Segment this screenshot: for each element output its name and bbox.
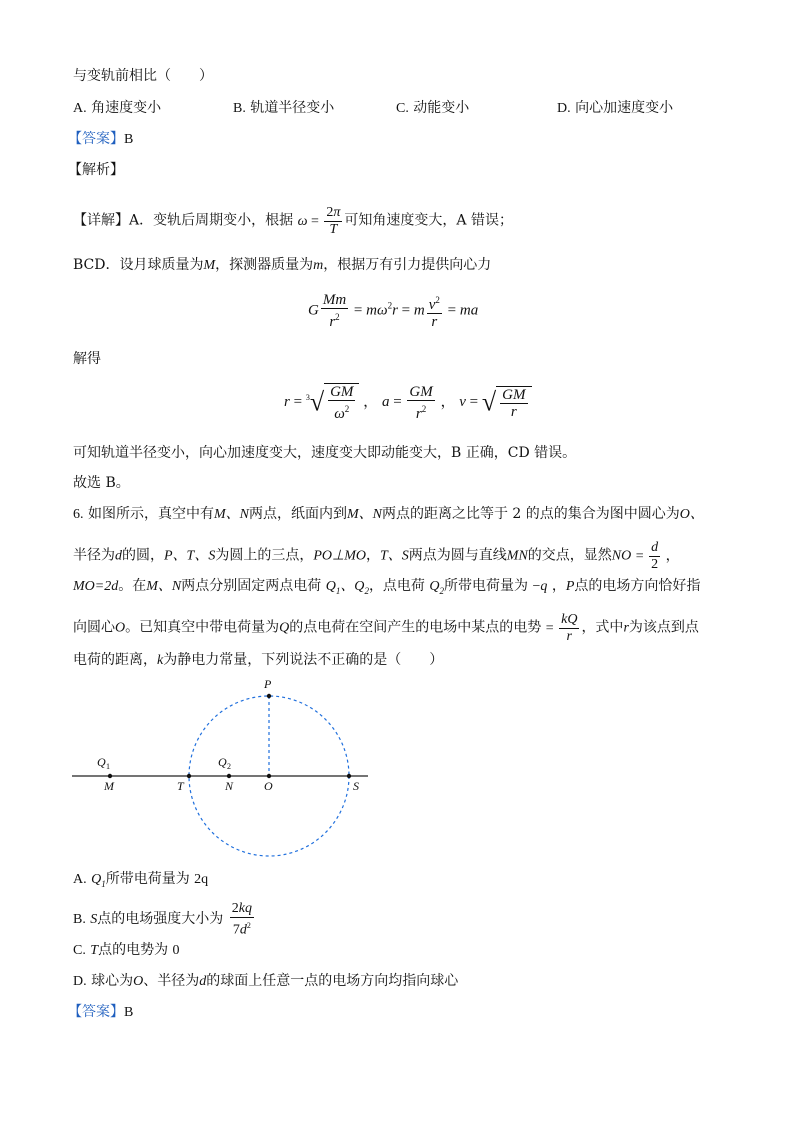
option-text: 的球面上任意一点的电场方向均指向球心 — [206, 973, 459, 989]
bcd-text: ，探测器质量为 — [215, 257, 314, 273]
q6-text: 的交点，显然 — [527, 547, 612, 564]
gravity-equation: G $\frac{Mm}{r^2}$ = $m\omega^2r = m$ $\frac{v^2}{r}$ = ma — [308, 292, 479, 330]
label-t: T — [177, 779, 184, 793]
q6-text: ，式中 — [581, 619, 624, 636]
var-M: M — [203, 258, 216, 273]
option-letter: A. — [73, 101, 87, 116]
answer-value: B — [124, 132, 134, 147]
q5-bcd — [73, 255, 491, 276]
q6-var: Q — [279, 620, 290, 636]
q6-option-b[interactable] — [73, 901, 256, 939]
option-d-var-o: O — [133, 974, 144, 989]
var-m: m — [313, 258, 324, 273]
answer-value: B — [124, 1005, 134, 1020]
question-number: 6. — [73, 507, 84, 522]
option-d-var-d: d — [199, 974, 207, 989]
q5-option-b[interactable] — [233, 98, 334, 119]
point-m — [108, 774, 112, 778]
bcd-text: ，根据万有引力提供向心力 — [323, 257, 492, 273]
q6-text: 两点分别固定两点电荷 — [181, 578, 322, 594]
option-value: 0 — [172, 943, 180, 958]
label-q2: Q — [218, 755, 227, 769]
solution-equation: r = $^3$√ $\frac{GM}{\omega^2}$ ， a = $\frac{GM}{r^2}$ ， v = √ $\frac{GM}{r}$ — [284, 383, 532, 422]
label-q1-sub: 1 — [106, 762, 110, 771]
option-value: 2q — [194, 872, 209, 887]
q6-line5 — [73, 650, 443, 671]
q6-text: 所带电荷量为 — [444, 578, 529, 594]
option-letter: B. — [233, 101, 246, 116]
omega-formula: ω = $\frac{2\pi}{T}$ — [297, 205, 341, 237]
label-s: S — [353, 779, 359, 793]
point-o — [267, 774, 271, 778]
q6-var: d — [115, 548, 122, 564]
charge-q2: $Q_2$ — [429, 579, 445, 596]
q6-var: O — [115, 620, 126, 636]
answer-label: 【答案】 — [68, 131, 124, 147]
option-a-var: $Q_1$ — [91, 872, 106, 889]
q6-text: 为该点到点 — [628, 619, 699, 636]
bcd-text: BCD．设月球质量为 — [73, 257, 204, 273]
detail-text: 可知角速度变大，A 错误； — [344, 212, 513, 229]
q5-answer — [68, 129, 133, 150]
q5-solve-label: 解得 — [73, 351, 101, 367]
q6-text: 的圆， — [122, 547, 164, 564]
q6-text: 向圆心 — [73, 619, 115, 636]
q6-var: P — [565, 579, 575, 594]
option-letter: B. — [73, 912, 86, 928]
q6-var: r — [623, 620, 629, 636]
q5-choice: 故选 B。 — [73, 475, 130, 491]
option-letter: C. — [396, 101, 409, 116]
point-s — [347, 774, 351, 778]
q6-text: 半径为 — [73, 547, 115, 564]
option-text: 所带电荷量为 — [105, 871, 190, 887]
q6-option-c[interactable] — [73, 940, 180, 961]
label-p: P — [264, 677, 272, 691]
q6-text: 。已知真空中带电荷量为 — [125, 619, 280, 636]
q6-var: M、N — [146, 579, 182, 594]
q5-analysis-label: 【解析】 — [68, 162, 124, 178]
option-text: 点的电势为 — [98, 942, 169, 958]
detail-label: 【详解】 — [73, 212, 129, 229]
q6-text: 的点电荷在空间产生的电场中某点的电势 — [289, 619, 542, 636]
q6-text: 两点的距离之比等于 2 的点的集合为图中圆心为 — [381, 506, 680, 522]
label-n: N — [225, 779, 234, 793]
label-q2-sub: 2 — [227, 762, 231, 771]
charges-q1-q2: $Q_1$、$Q_2$ — [325, 579, 369, 596]
q6-text: 如图所示，真空中有 — [87, 506, 214, 522]
q6-line3: MO=2d。在M、N两点分别固定两点电荷 $Q_1$、$Q_2$，点电荷 $Q_2$所带电荷量为 −q ，P点的电场方向恰好指 — [73, 578, 701, 596]
label-q1: Q — [97, 755, 106, 769]
q6-var: MN — [506, 548, 528, 564]
q6-answer — [68, 1002, 133, 1023]
option-text: 点的电场强度大小为 — [97, 911, 224, 928]
q6-option-a[interactable] — [73, 869, 208, 894]
q6-text: 两点为圆与直线 — [408, 547, 507, 564]
q6-line4 — [73, 612, 699, 645]
option-b-formula: $\frac{2kq}{7d^2}$ — [231, 901, 252, 938]
point-t — [187, 774, 191, 778]
option-text: 角速度变小 — [91, 100, 162, 116]
potential-formula: = $\frac{kQ}{r}$ — [545, 612, 578, 644]
option-letter: D. — [557, 101, 571, 116]
answer-label: 【答案】 — [68, 1004, 124, 1020]
option-text: 动能变小 — [413, 100, 470, 116]
q6-var: PO⊥MO — [313, 548, 366, 564]
point-n — [227, 774, 231, 778]
q6-var: NO — [611, 548, 632, 564]
q5-option-c[interactable] — [396, 98, 469, 119]
q6-var: k — [157, 653, 164, 668]
q6-var: MO=2d — [73, 579, 119, 594]
q6-line1 — [73, 504, 704, 525]
q6-var: T、S — [379, 548, 409, 564]
q5-stem-tail: 与变轨前相比（ ） — [73, 68, 213, 84]
option-text: 轨道半径变小 — [250, 100, 335, 116]
q6-text: 电荷的距离， — [73, 652, 157, 668]
option-letter: D. — [73, 974, 87, 989]
option-text: 球心为 — [91, 973, 134, 989]
q6-text: 为圆上的三点， — [215, 547, 314, 564]
q6-text: 。在 — [118, 578, 147, 594]
q5-option-a[interactable] — [73, 98, 161, 119]
circle-figure — [70, 672, 380, 864]
detail-text: A．变轨后周期变小，根据 — [129, 212, 294, 229]
option-b-var: S — [90, 912, 98, 928]
q5-conclusion: 可知轨道半径变小，向心加速度变大，速度变大即动能变大，B 正确，CD 错误。 — [73, 445, 577, 461]
label-o: O — [264, 779, 273, 793]
q6-var: O、 — [679, 507, 704, 522]
q6-text: 两点，纸面内到 — [248, 506, 347, 522]
q6-text: ， — [365, 547, 380, 564]
option-c-var: T — [90, 943, 99, 958]
q6-text: 点的电场方向恰好指 — [574, 578, 701, 594]
q6-option-d[interactable] — [73, 971, 458, 992]
no-formula: = $\frac{d}{2}$ ， — [635, 540, 680, 572]
label-m: M — [104, 779, 114, 793]
option-text: 、半径为 — [143, 973, 200, 989]
q5-option-d[interactable] — [557, 98, 673, 119]
q6-var: M、N — [213, 507, 249, 522]
q6-line2 — [73, 540, 680, 573]
q5-detail-a — [73, 205, 513, 238]
charge-neg-q: −q — [532, 579, 548, 594]
point-p — [267, 694, 271, 698]
q6-var: M、N — [346, 507, 382, 522]
q6-text: 为静电力常量，下列说法不正确的是（ ） — [163, 652, 444, 668]
q6-var: P、T、S — [164, 548, 216, 564]
option-text: 向心加速度变小 — [575, 100, 674, 116]
option-letter: A. — [73, 872, 87, 887]
option-letter: C. — [73, 943, 86, 958]
